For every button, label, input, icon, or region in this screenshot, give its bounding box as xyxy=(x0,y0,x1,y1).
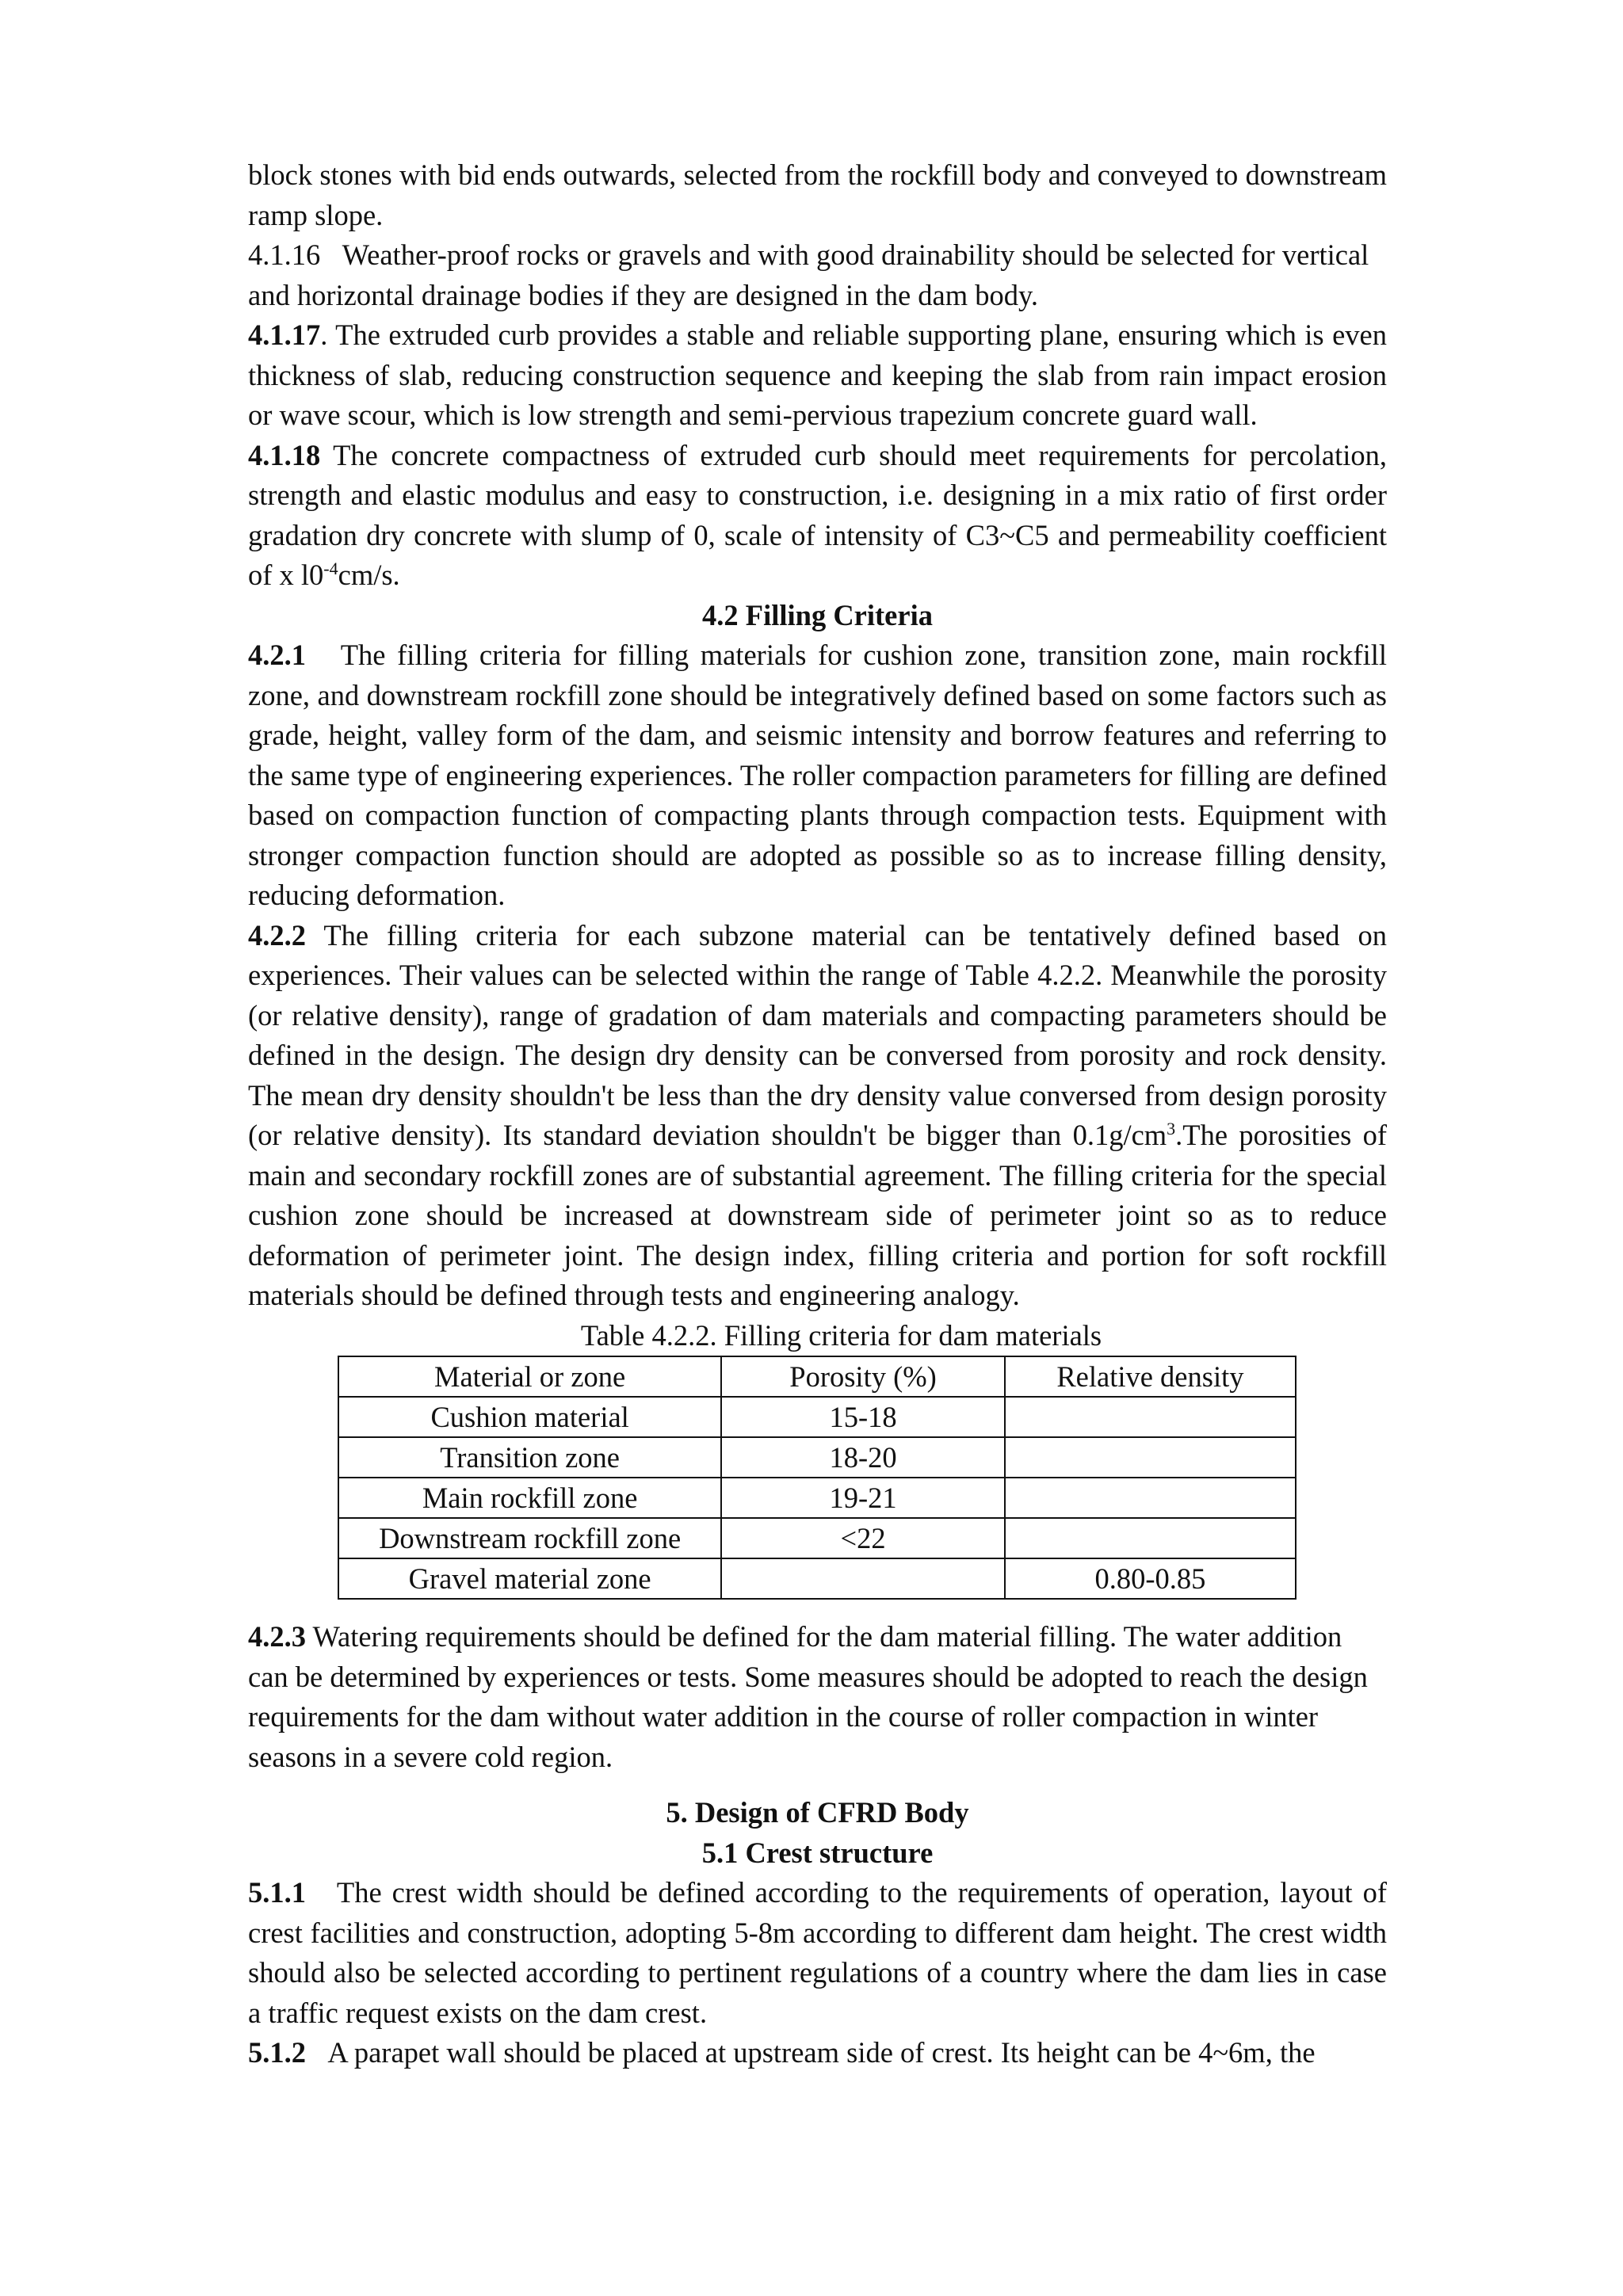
clause-text: The filling criteria for filling materials for cushion zone, transition zone, main rockfill zone, and downstream rockfill zone should be integratively defined based on some factors such as grade, height, valley form of the dam, and seismic intensity and borrow features and referring to the same type of engineering experiences. The roller compaction parameters for filling are defined based on compaction function of compacting plants through compaction tests. Equipment with stronger compaction function should are adopted as possible so as to increase filling density, reducing deformation. xyxy=(248,639,1388,911)
superscript: -4 xyxy=(323,558,338,578)
clause-text: Watering requirements should be defined for the dam material filling. The water addition can be determined by experiences or tests. Some measures should be adopted to reach the design requirements for the dam without water addition in the course of roller compaction in winter seasons in a severe cold region. xyxy=(248,1620,1368,1773)
clause-5-1-1 xyxy=(248,1873,1387,2033)
clause-4-2-2 xyxy=(248,916,1387,1316)
clause-4-1-17 xyxy=(248,315,1387,436)
table-cell: 18-20 xyxy=(721,1437,1005,1478)
clause-number: 5.1.2 xyxy=(248,2036,306,2069)
clause-text: . The extruded curb provides a stable and reliable supporting plane, ensuring which is even thickness of slab, reducing construction sequence and keeping the slab from rain impact erosion or wave scour, which is low strength and semi-pervious trapezium concrete guard wall. xyxy=(248,318,1387,431)
table-row xyxy=(338,1397,1296,1437)
table-cell xyxy=(1005,1518,1296,1558)
clause-4-2-1 xyxy=(248,635,1387,916)
spacer xyxy=(248,1600,1387,1617)
table-cell: Cushion material xyxy=(338,1397,721,1437)
table-header-row xyxy=(338,1356,1296,1397)
intro-text: block stones with bid ends outwards, selected from the rockfill body and conveyed to downstream ramp slope. xyxy=(248,158,1387,231)
table-cell: Downstream rockfill zone xyxy=(338,1518,721,1558)
filling-criteria-table xyxy=(338,1356,1296,1600)
table-caption: Table 4.2.2. Filling criteria for dam materials xyxy=(580,1318,1102,1352)
clause-5-1-2 xyxy=(248,2033,1387,2073)
clause-text: Weather-proof rocks or gravels and with good drainability should be selected for vertical and horizontal drainage bodies if they are designed in the dam body. xyxy=(248,238,1369,311)
clause-number: 5.1.1 xyxy=(248,1876,306,1909)
clause-number: 4.1.17 xyxy=(248,318,321,351)
table-cell: Gravel material zone xyxy=(338,1558,721,1599)
table-row xyxy=(338,1518,1296,1558)
spacer xyxy=(248,1777,1387,1793)
table-row xyxy=(338,1437,1296,1478)
table-cell xyxy=(1005,1478,1296,1518)
intro-paragraph xyxy=(248,155,1387,235)
clause-number: 4.2.2 xyxy=(248,918,306,952)
table-cell: Main rockfill zone xyxy=(338,1478,721,1518)
table-cell: Transition zone xyxy=(338,1437,721,1478)
table-cell: 15-18 xyxy=(721,1397,1005,1437)
clause-number: 4.1.16 xyxy=(248,238,321,271)
table-row xyxy=(338,1478,1296,1518)
clause-text-end: cm/s. xyxy=(338,559,400,591)
clause-text: The concrete compactness of extruded curb should meet requirements for percolation, strength and elastic modulus and easy to construction, i.e. designing in a mix ratio of first order gradation dry concrete with slump of 0, scale of intensity of C3~C5 and permeability coefficient of x l0 xyxy=(248,438,1387,591)
table-cell: 19-21 xyxy=(721,1478,1005,1518)
clause-text: The filling criteria for each subzone material can be tentatively defined based on experiences. Their values can be selected within the range of Table 4.2.2. Meanwhile the porosity (or relative density), range of gradation of dam materials and compacting parameters should be defined in the design. The design dry density can be conversed from porosity and rock density. The mean dry density shouldn't be less than the dry density value conversed from design porosity (or relative density). Its standard deviation shouldn't be bigger than 0.1g/cm xyxy=(248,918,1388,1151)
table-row xyxy=(338,1558,1296,1599)
clause-4-1-16 xyxy=(248,235,1387,315)
clause-text: The crest width should be defined according to the requirements of operation, layout of crest facilities and construction, adopting 5-8m according to different dam height. The crest width should also be selected according to pertinent regulations of a country where the dam lies in case a traffic request exists on the dam crest. xyxy=(248,1876,1388,2029)
table-cell xyxy=(1005,1397,1296,1437)
table-cell xyxy=(721,1558,1005,1599)
table-cell: <22 xyxy=(721,1518,1005,1558)
clause-4-1-18 xyxy=(248,436,1387,596)
chapter-heading-5: 5. Design of CFRD Body xyxy=(666,1796,969,1829)
column-header: Porosity (%) xyxy=(721,1356,1005,1397)
clause-text-end: .The porosities of main and secondary rockfill zones are of substantial agreement. The filling criteria for the special cushion zone should be increased at downstream side of perimeter joint so as to reduce deformation of perimeter joint. The design index, filling criteria and portion for soft rockfill materials should be defined through tests and engineering analogy. xyxy=(248,1119,1387,1311)
clause-text: A parapet wall should be placed at upstream side of crest. Its height can be 4~6m, the xyxy=(327,2036,1316,2069)
section-heading-5-1: 5.1 Crest structure xyxy=(701,1836,934,1869)
table-cell xyxy=(1005,1437,1296,1478)
table-cell: 0.80-0.85 xyxy=(1005,1558,1296,1599)
clause-number: 4.2.3 xyxy=(248,1620,306,1653)
section-heading-4-2: 4.2 Filling Criteria xyxy=(702,598,933,631)
clause-4-2-3 xyxy=(248,1617,1387,1777)
clause-number: 4.1.18 xyxy=(248,438,321,471)
column-header: Relative density xyxy=(1005,1356,1296,1397)
document-page xyxy=(248,155,1387,2073)
column-header: Material or zone xyxy=(338,1356,721,1397)
clause-number: 4.2.1 xyxy=(248,639,306,671)
superscript: 3 xyxy=(1167,1118,1176,1138)
